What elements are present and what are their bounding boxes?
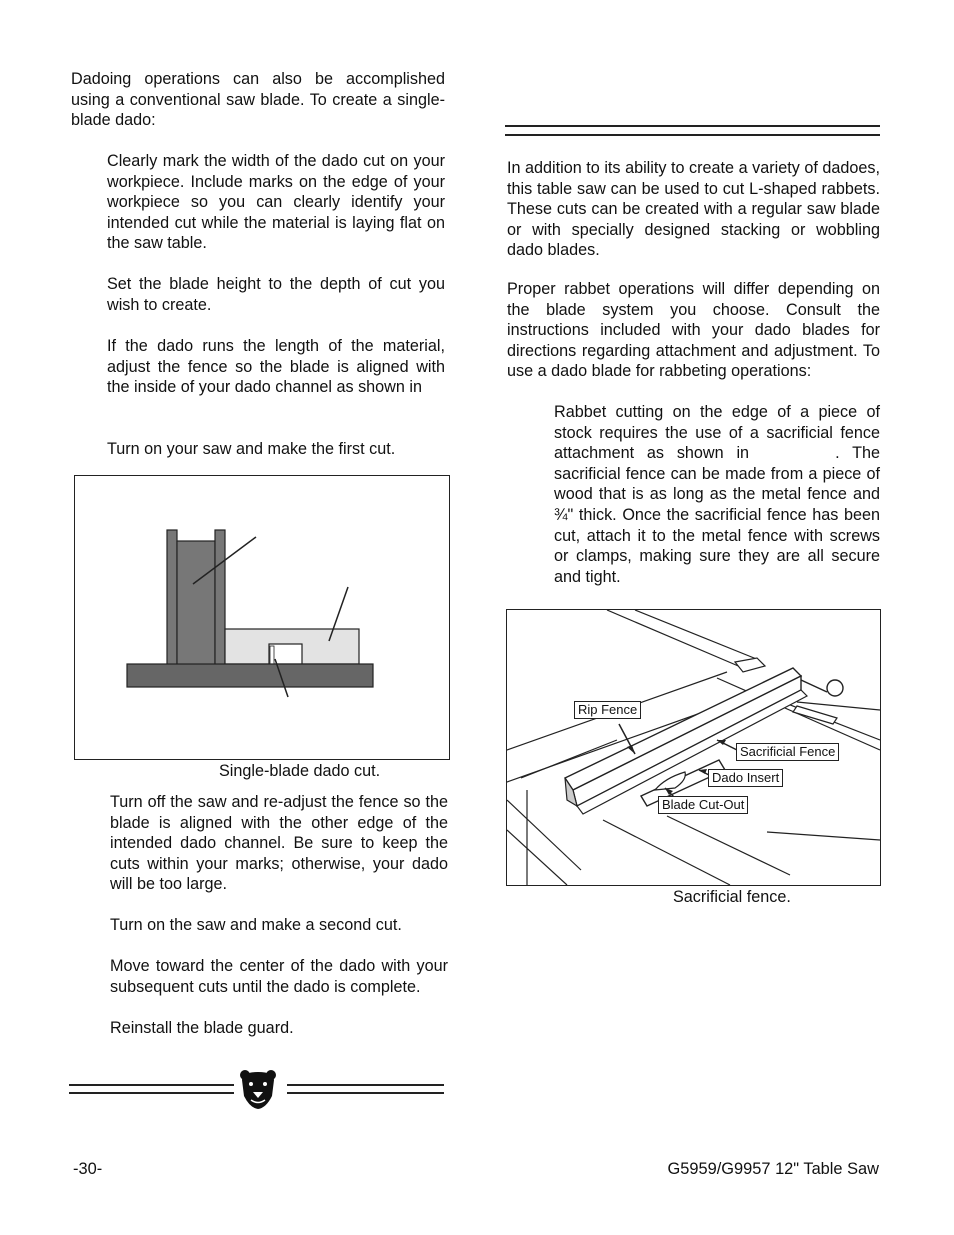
step-first-cut: Turn on your saw and make the first cut. [107,440,396,458]
step-second-cut: Turn on the saw and make a second cut. [110,916,402,934]
sacrificial-fence-caption: Sacrificial fence. [673,888,791,906]
step-readjust-fence: Turn off the saw and re-adjust the fence so the blade is aligned with the other edge of the intended dado channel. Be sure to keep the cuts within your marks; otherwise, your dado will be too large. [110,793,448,894]
label-sacrificial-fence: Sacrificial Fence [736,743,839,761]
label-dado-insert: Dado Insert [708,769,783,787]
label-blade-cut-out: Blade Cut-Out [658,796,748,814]
model-name: G5959/G9957 12" Table Saw [667,1160,879,1178]
section-rule-bottom [505,134,880,136]
divider-line-right [287,1084,444,1086]
step-set-height: Set the blade height to the depth of cut you wish to create. [107,275,445,314]
step-adjust-fence: If the dado runs the length of the material, adjust the fence so the blade is aligned with the inside of your dado channel as shown in [107,337,445,397]
step-sacrificial-fence-b: . The sacrificial fence can be made from a piece of wood that is as long as the metal fence and ¾" thick. Once the sacrificial fence has been cut, attach it to the metal fence with screws or clamps, making sure they are all secure and tight. [554,444,880,586]
step-sacrificial-fence [554,402,880,587]
divider-line-left-2 [69,1092,234,1094]
sacrificial-fence-figure [506,609,881,886]
step-sacrificial-fence-a: Rabbet cutting on the edge of a piece of stock requires the use of a sacrificial fence attachment as shown in [554,403,880,463]
dado-figure [74,475,450,760]
dado-figure-caption: Single-blade dado cut. [219,762,381,780]
step-reinstall-guard: Reinstall the blade guard. [110,1019,294,1037]
intro-paragraph: Dadoing operations can also be accomplished using a conventional saw blade. To create a single-blade dado: [71,70,445,130]
rabbet-procedure: Proper rabbet operations will differ depending on the blade system you choose. Consult the instructions included with your dado blades for directions regarding attachment and adjustment. To use a dado blade for rabbeting operations: [507,280,880,381]
divider-line-right-2 [287,1092,444,1094]
divider-line-left [69,1084,234,1086]
rabbet-intro: In addition to its ability to create a variety of dadoes, this table saw can be used to cut L-shaped rabbets. These cuts can be created with a regular saw blade or with specially designed stacking or wobbling dado blades. [507,159,880,260]
page-number: -30- [73,1160,103,1178]
bear-logo-icon [238,1068,278,1110]
label-rip-fence: Rip Fence [574,701,641,719]
dado-diagram [75,476,449,759]
section-rule-top [505,125,880,127]
step-mark-width: Clearly mark the width of the dado cut on your workpiece. Include marks on the edge of your workpiece so you can clearly identify your intended cut while the material is laying flat on the saw table. [107,152,445,253]
step-subsequent-cuts: Move toward the center of the dado with your subsequent cuts until the dado is complete. [110,957,448,996]
